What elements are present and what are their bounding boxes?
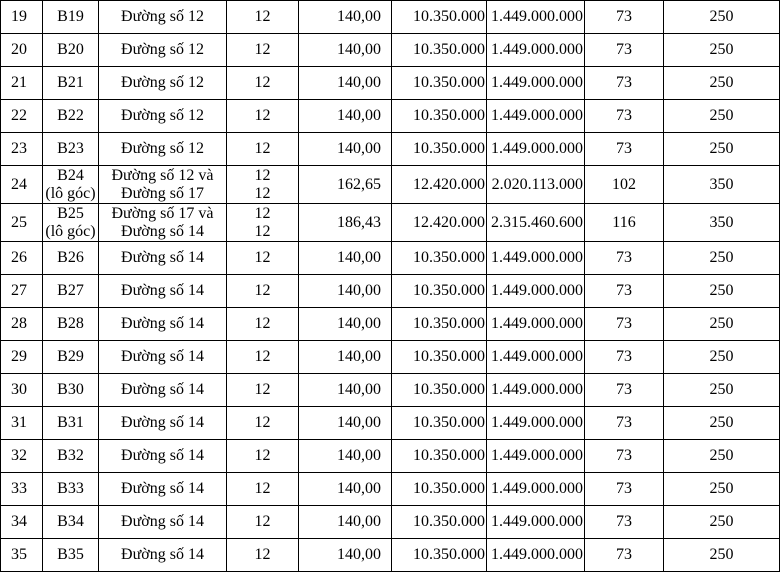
road-width-line: 12 [254, 166, 271, 184]
table-row [1, 204, 780, 242]
lot-code-line: B28 [57, 315, 84, 332]
area-cell: 186,43 [299, 204, 392, 242]
total-price-cell: 1.449.000.000 [487, 374, 585, 407]
area-cell: 140,00 [299, 100, 392, 133]
road-width-line: 12 [254, 74, 271, 91]
road-line: Đường số 14 [121, 282, 204, 299]
total-price-cell: 1.449.000.000 [487, 275, 585, 308]
area-cell: 140,00 [299, 440, 392, 473]
road-width-line: 12 [254, 222, 271, 240]
area-cell: 140,00 [299, 341, 392, 374]
road-width-cell [227, 374, 299, 407]
column-8-cell: 73 [585, 473, 664, 506]
road-width-line: 12 [254, 348, 271, 365]
total-price-cell: 1.449.000.000 [487, 506, 585, 539]
road-line: Đường số 14 [121, 222, 204, 240]
lot-code-line: B31 [57, 414, 84, 431]
road-line: Đường số 14 [121, 315, 204, 332]
road-cell [99, 34, 227, 67]
column-9-cell: 250 [664, 539, 780, 572]
road-cell [99, 1, 227, 34]
column-8-cell: 73 [585, 407, 664, 440]
stt-cell: 31 [1, 407, 43, 440]
road-width-line: 12 [254, 414, 271, 431]
column-9-cell: 250 [664, 374, 780, 407]
road-width-cell [227, 166, 299, 204]
total-price-cell: 1.449.000.000 [487, 67, 585, 100]
area-cell: 140,00 [299, 308, 392, 341]
road-width-line: 12 [254, 480, 271, 497]
unit-price-cell: 10.350.000 [392, 341, 487, 374]
lot-code-line: B24 [57, 166, 84, 184]
total-price-cell: 1.449.000.000 [487, 34, 585, 67]
area-cell: 140,00 [299, 407, 392, 440]
column-9-cell: 250 [664, 407, 780, 440]
stt-cell: 34 [1, 506, 43, 539]
unit-price-cell: 10.350.000 [392, 539, 487, 572]
road-width-cell [227, 100, 299, 133]
unit-price-cell: 10.350.000 [392, 374, 487, 407]
road-cell [99, 242, 227, 275]
stt-cell: 30 [1, 374, 43, 407]
road-cell [99, 308, 227, 341]
road-cell [99, 539, 227, 572]
column-8-cell: 73 [585, 100, 664, 133]
road-cell [99, 440, 227, 473]
road-width-line: 12 [254, 315, 271, 332]
total-price-cell: 1.449.000.000 [487, 407, 585, 440]
area-cell: 140,00 [299, 473, 392, 506]
column-9-cell: 250 [664, 67, 780, 100]
unit-price-cell: 10.350.000 [392, 1, 487, 34]
road-line: Đường số 12 [121, 74, 204, 91]
column-8-cell: 73 [585, 374, 664, 407]
unit-price-cell: 10.350.000 [392, 100, 487, 133]
column-9-cell: 250 [664, 506, 780, 539]
lot-code-cell [43, 473, 99, 506]
lot-code-cell [43, 374, 99, 407]
total-price-cell: 1.449.000.000 [487, 440, 585, 473]
table-row [1, 440, 780, 473]
road-width-cell [227, 133, 299, 166]
area-cell: 140,00 [299, 506, 392, 539]
unit-price-cell: 10.350.000 [392, 506, 487, 539]
table-row [1, 473, 780, 506]
lot-code-cell [43, 242, 99, 275]
area-cell: 140,00 [299, 1, 392, 34]
unit-price-cell: 10.350.000 [392, 133, 487, 166]
lot-code-cell [43, 100, 99, 133]
road-cell [99, 407, 227, 440]
road-width-line: 12 [254, 513, 271, 530]
stt-cell: 20 [1, 34, 43, 67]
stt-cell: 19 [1, 1, 43, 34]
table-body [1, 1, 780, 572]
road-line: Đường số 14 [121, 480, 204, 497]
stt-cell: 25 [1, 204, 43, 242]
column-9-cell: 250 [664, 308, 780, 341]
road-width-line: 12 [254, 184, 271, 202]
table-row [1, 166, 780, 204]
lot-code-line: B35 [57, 546, 84, 563]
lot-code-cell [43, 341, 99, 374]
unit-price-cell: 12.420.000 [392, 204, 487, 242]
area-cell: 140,00 [299, 34, 392, 67]
table-row [1, 1, 780, 34]
area-cell: 140,00 [299, 242, 392, 275]
area-cell: 140,00 [299, 539, 392, 572]
lot-code-cell [43, 440, 99, 473]
column-9-cell: 250 [664, 100, 780, 133]
road-width-cell [227, 242, 299, 275]
road-line: Đường số 12 [121, 8, 204, 25]
lot-code-cell [43, 506, 99, 539]
column-9-cell: 350 [664, 204, 780, 242]
road-width-cell [227, 407, 299, 440]
table-row [1, 67, 780, 100]
unit-price-cell: 12.420.000 [392, 166, 487, 204]
table-row [1, 242, 780, 275]
unit-price-cell: 10.350.000 [392, 308, 487, 341]
road-width-cell [227, 473, 299, 506]
road-cell [99, 341, 227, 374]
table-row [1, 133, 780, 166]
road-width-cell [227, 1, 299, 34]
column-8-cell: 73 [585, 67, 664, 100]
lot-code-cell [43, 166, 99, 204]
lot-code-line: B34 [57, 513, 84, 530]
road-line: Đường số 14 [121, 546, 204, 563]
stt-cell: 29 [1, 341, 43, 374]
lot-code-line: (lô góc) [45, 184, 96, 202]
road-width-cell [227, 67, 299, 100]
column-9-cell: 350 [664, 166, 780, 204]
column-9-cell: 250 [664, 1, 780, 34]
area-cell: 140,00 [299, 67, 392, 100]
road-line: Đường số 14 [121, 513, 204, 530]
stt-cell: 32 [1, 440, 43, 473]
total-price-cell: 1.449.000.000 [487, 133, 585, 166]
column-8-cell: 73 [585, 34, 664, 67]
stt-cell: 26 [1, 242, 43, 275]
unit-price-cell: 10.350.000 [392, 407, 487, 440]
road-cell [99, 374, 227, 407]
column-9-cell: 250 [664, 133, 780, 166]
road-cell [99, 100, 227, 133]
road-line: Đường số 12 [121, 107, 204, 124]
stt-cell: 22 [1, 100, 43, 133]
lot-code-cell [43, 1, 99, 34]
road-cell [99, 473, 227, 506]
stt-cell: 28 [1, 308, 43, 341]
column-9-cell: 250 [664, 440, 780, 473]
road-width-line: 12 [254, 282, 271, 299]
unit-price-cell: 10.350.000 [392, 275, 487, 308]
column-8-cell: 73 [585, 308, 664, 341]
lot-code-line: B33 [57, 480, 84, 497]
road-width-line: 12 [254, 41, 271, 58]
road-width-line: 12 [254, 447, 271, 464]
road-line: Đường số 12 và [111, 166, 214, 184]
stt-cell: 24 [1, 166, 43, 204]
road-line: Đường số 12 [121, 140, 204, 157]
road-width-line: 12 [254, 546, 271, 563]
table-row [1, 100, 780, 133]
road-width-line: 12 [254, 140, 271, 157]
lot-code-line: (lô góc) [45, 222, 96, 240]
stt-cell: 33 [1, 473, 43, 506]
total-price-cell: 1.449.000.000 [487, 473, 585, 506]
lot-code-line: B29 [57, 348, 84, 365]
table-row [1, 275, 780, 308]
column-9-cell: 250 [664, 275, 780, 308]
road-line: Đường số 14 [121, 381, 204, 398]
total-price-cell: 1.449.000.000 [487, 341, 585, 374]
table-row [1, 341, 780, 374]
total-price-cell: 1.449.000.000 [487, 242, 585, 275]
lot-code-cell [43, 34, 99, 67]
area-cell: 140,00 [299, 275, 392, 308]
road-line: Đường số 17 và [111, 204, 214, 222]
road-width-line: 12 [254, 204, 271, 222]
road-width-cell [227, 506, 299, 539]
road-width-cell [227, 34, 299, 67]
lot-code-line: B30 [57, 381, 84, 398]
lot-code-line: B23 [57, 140, 84, 157]
road-line: Đường số 14 [121, 348, 204, 365]
lot-code-cell [43, 67, 99, 100]
road-line: Đường số 17 [121, 184, 204, 202]
table-row [1, 34, 780, 67]
lot-code-line: B25 [57, 204, 84, 222]
area-cell: 162,65 [299, 166, 392, 204]
column-9-cell: 250 [664, 242, 780, 275]
unit-price-cell: 10.350.000 [392, 34, 487, 67]
road-cell [99, 67, 227, 100]
table-row [1, 506, 780, 539]
lot-code-cell [43, 275, 99, 308]
column-8-cell: 73 [585, 1, 664, 34]
area-cell: 140,00 [299, 133, 392, 166]
table-row [1, 374, 780, 407]
road-width-cell [227, 539, 299, 572]
lot-code-line: B32 [57, 447, 84, 464]
unit-price-cell: 10.350.000 [392, 473, 487, 506]
stt-cell: 23 [1, 133, 43, 166]
road-width-cell [227, 308, 299, 341]
column-9-cell: 250 [664, 34, 780, 67]
lot-code-line: B19 [57, 8, 84, 25]
column-8-cell: 73 [585, 539, 664, 572]
area-cell: 140,00 [299, 374, 392, 407]
road-width-cell [227, 275, 299, 308]
stt-cell: 27 [1, 275, 43, 308]
column-9-cell: 250 [664, 341, 780, 374]
road-cell [99, 275, 227, 308]
total-price-cell: 1.449.000.000 [487, 308, 585, 341]
stt-cell: 21 [1, 67, 43, 100]
road-cell [99, 506, 227, 539]
unit-price-cell: 10.350.000 [392, 440, 487, 473]
table-row [1, 407, 780, 440]
lot-code-line: B20 [57, 41, 84, 58]
column-8-cell: 73 [585, 341, 664, 374]
total-price-cell: 1.449.000.000 [487, 539, 585, 572]
road-cell [99, 166, 227, 204]
lot-code-line: B27 [57, 282, 84, 299]
lot-code-line: B26 [57, 249, 84, 266]
lot-code-cell [43, 133, 99, 166]
total-price-cell: 1.449.000.000 [487, 100, 585, 133]
road-line: Đường số 14 [121, 414, 204, 431]
column-8-cell: 73 [585, 133, 664, 166]
column-8-cell: 73 [585, 275, 664, 308]
total-price-cell: 2.020.113.000 [487, 166, 585, 204]
table-row [1, 539, 780, 572]
road-width-cell [227, 204, 299, 242]
table-row [1, 308, 780, 341]
unit-price-cell: 10.350.000 [392, 67, 487, 100]
column-8-cell: 116 [585, 204, 664, 242]
column-9-cell: 250 [664, 473, 780, 506]
stt-cell: 35 [1, 539, 43, 572]
road-width-cell [227, 440, 299, 473]
road-width-line: 12 [254, 249, 271, 266]
column-8-cell: 73 [585, 440, 664, 473]
road-width-line: 12 [254, 8, 271, 25]
road-width-cell [227, 341, 299, 374]
column-8-cell: 73 [585, 242, 664, 275]
column-8-cell: 73 [585, 506, 664, 539]
road-width-line: 12 [254, 107, 271, 124]
unit-price-cell: 10.350.000 [392, 242, 487, 275]
total-price-cell: 2.315.460.600 [487, 204, 585, 242]
road-line: Đường số 12 [121, 41, 204, 58]
lot-code-line: B22 [57, 107, 84, 124]
road-line: Đường số 14 [121, 249, 204, 266]
road-width-line: 12 [254, 381, 271, 398]
total-price-cell: 1.449.000.000 [487, 1, 585, 34]
road-line: Đường số 14 [121, 447, 204, 464]
lot-code-line: B21 [57, 74, 84, 91]
road-cell [99, 133, 227, 166]
lot-code-cell [43, 308, 99, 341]
road-cell [99, 204, 227, 242]
lot-code-cell [43, 539, 99, 572]
column-8-cell: 102 [585, 166, 664, 204]
lot-code-cell [43, 407, 99, 440]
lot-code-cell [43, 204, 99, 242]
